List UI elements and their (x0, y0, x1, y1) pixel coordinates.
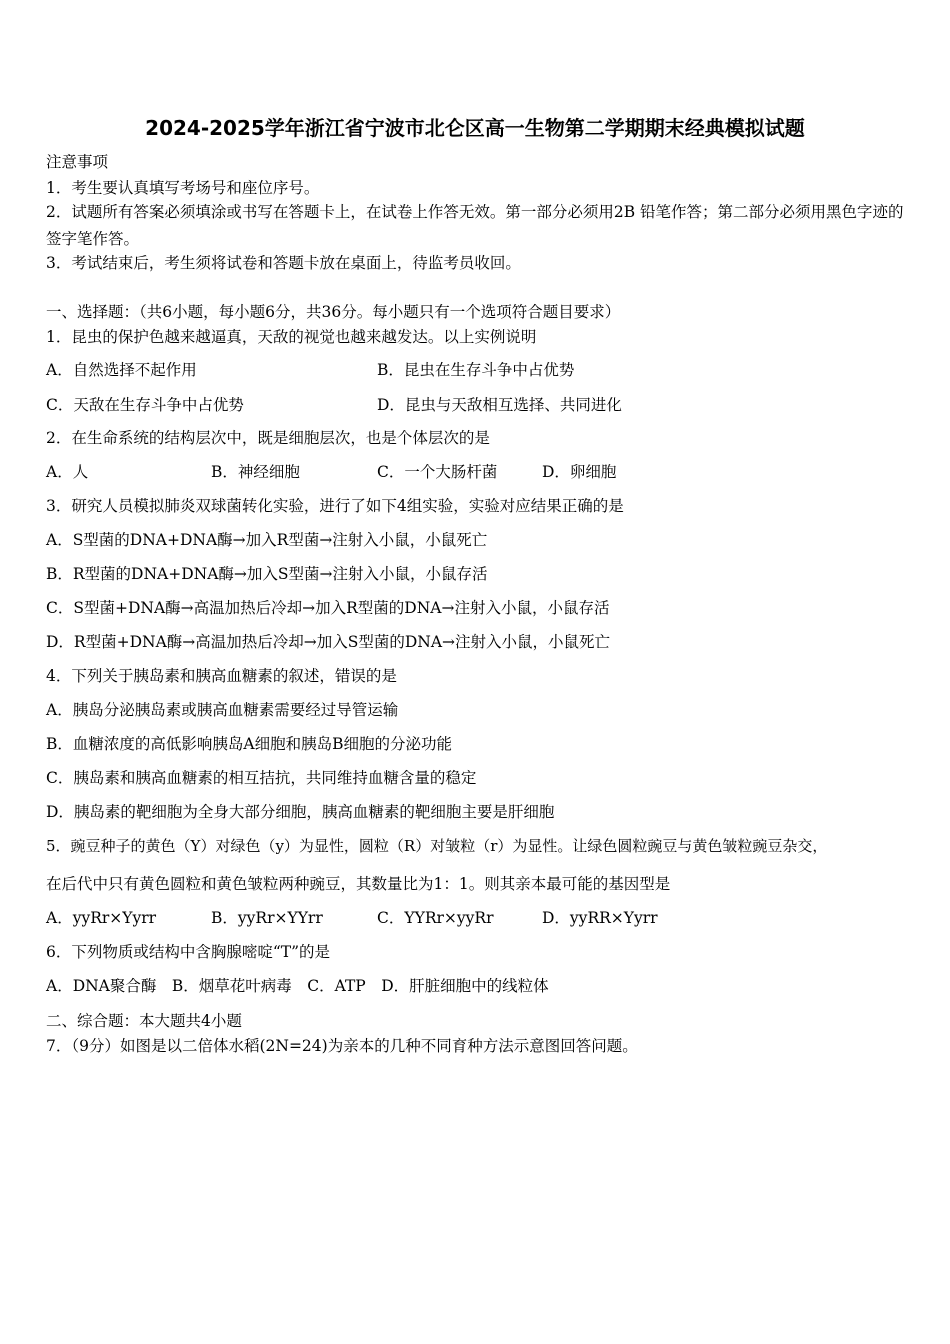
question-5-option-b: B．yyRr×YYrr (211, 909, 323, 927)
question-7-stem: 7．（9分）如图是以二倍体水稻(2N=24)为亲本的几种不同育种方法示意图回答问题。 (46, 1037, 638, 1055)
question-4-option-b: B．血糖浓度的高低影响胰岛A细胞和胰岛B细胞的分泌功能 (46, 735, 452, 753)
question-4-option-d: D．胰岛素的靶细胞为全身大部分细胞，胰高血糖素的靶细胞主要是肝细胞 (46, 803, 555, 821)
page-title: 2024-2025学年浙江省宁波市北仑区高一生物第二学期期末经典模拟试题 (145, 116, 805, 140)
question-1-option-a: A．自然选择不起作用 (46, 361, 197, 379)
notice-item: 2．试题所有答案必须填涂或书写在答题卡上，在试卷上作答无效。第一部分必须用2B 铅笔作答；第二部分必须用黑色字迹的签字笔作答。 (46, 203, 904, 248)
question-5-stem: 5．豌豆种子的黄色（Y）对绿色（y）为显性，圆粒（R）对皱粒（r）为显性。让绿色圆粒豌豆与黄色皱粒豌豆杂交， (46, 837, 828, 855)
question-5-option-c: C．YYRr×yyRr (377, 909, 494, 927)
question-6-stem: 6．下列物质或结构中含胸腺嘧啶“T”的是 (46, 943, 331, 961)
question-3-stem: 3．研究人员模拟肺炎双球菌转化实验，进行了如下4组实验，实验对应结果正确的是 (46, 497, 624, 515)
notice-item: 3．考试结束后，考生须将试卷和答题卡放在桌面上，待监考员收回。 (46, 254, 521, 272)
notice-item: 1．考生要认真填写考场号和座位序号。 (46, 179, 320, 197)
question-1-option-b: B．昆虫在生存斗争中占优势 (377, 361, 575, 379)
question-1-option-d: D．昆虫与天敌相互选择、共同进化 (377, 396, 622, 414)
question-3-option-a: A．S型菌的DNA+DNA酶→加入R型菌→注射入小鼠，小鼠死亡 (46, 531, 488, 549)
question-2-stem: 2．在生命系统的结构层次中，既是细胞层次，也是个体层次的是 (46, 429, 490, 447)
question-1-stem: 1．昆虫的保护色越来越逼真，天敌的视觉也越来越发达。以上实例说明 (46, 328, 537, 346)
question-1-option-c: C．天敌在生存斗争中占优势 (46, 396, 244, 414)
question-2-option-c: C．一个大肠杆菌 (377, 463, 498, 481)
question-2-option-d: D．卵细胞 (542, 463, 617, 481)
question-5-option-d: D．yyRR×Yyrr (542, 909, 658, 927)
notice-heading: 注意事项 (46, 153, 109, 171)
question-4-stem: 4．下列关于胰岛素和胰高血糖素的叙述，错误的是 (46, 667, 397, 685)
question-4-option-a: A．胰岛分泌胰岛素或胰高血糖素需要经过导管运输 (46, 701, 399, 719)
question-3-option-d: D．R型菌+DNA酶→高温加热后冷却→加入S型菌的DNA→注射入小鼠，小鼠死亡 (46, 633, 611, 651)
section1-heading: 一、选择题：（共6小题，每小题6分，共36分。每小题只有一个选项符合题目要求） (46, 303, 621, 321)
question-4-option-c: C．胰岛素和胰高血糖素的相互拮抗，共同维持血糖含量的稳定 (46, 769, 477, 787)
question-2-option-a: A．人 (46, 463, 89, 481)
question-3-option-b: B．R型菌的DNA+DNA酶→加入S型菌→注射入小鼠，小鼠存活 (46, 565, 488, 583)
question-5-option-a: A．yyRr×Yyrr (46, 909, 157, 927)
question-5-stem-continued: 在后代中只有黄色圆粒和黄色皱粒两种豌豆，其数量比为1：1。则其亲本最可能的基因型是 (46, 875, 671, 893)
question-2-option-b: B．神经细胞 (211, 463, 300, 481)
question-6-options: A．DNA聚合酶 B．烟草花叶病毒 C．ATP D．肝脏细胞中的线粒体 (46, 977, 549, 995)
section2-heading: 二、综合题：本大题共4小题 (46, 1012, 242, 1030)
question-3-option-c: C．S型菌+DNA酶→高温加热后冷却→加入R型菌的DNA→注射入小鼠，小鼠存活 (46, 599, 610, 617)
